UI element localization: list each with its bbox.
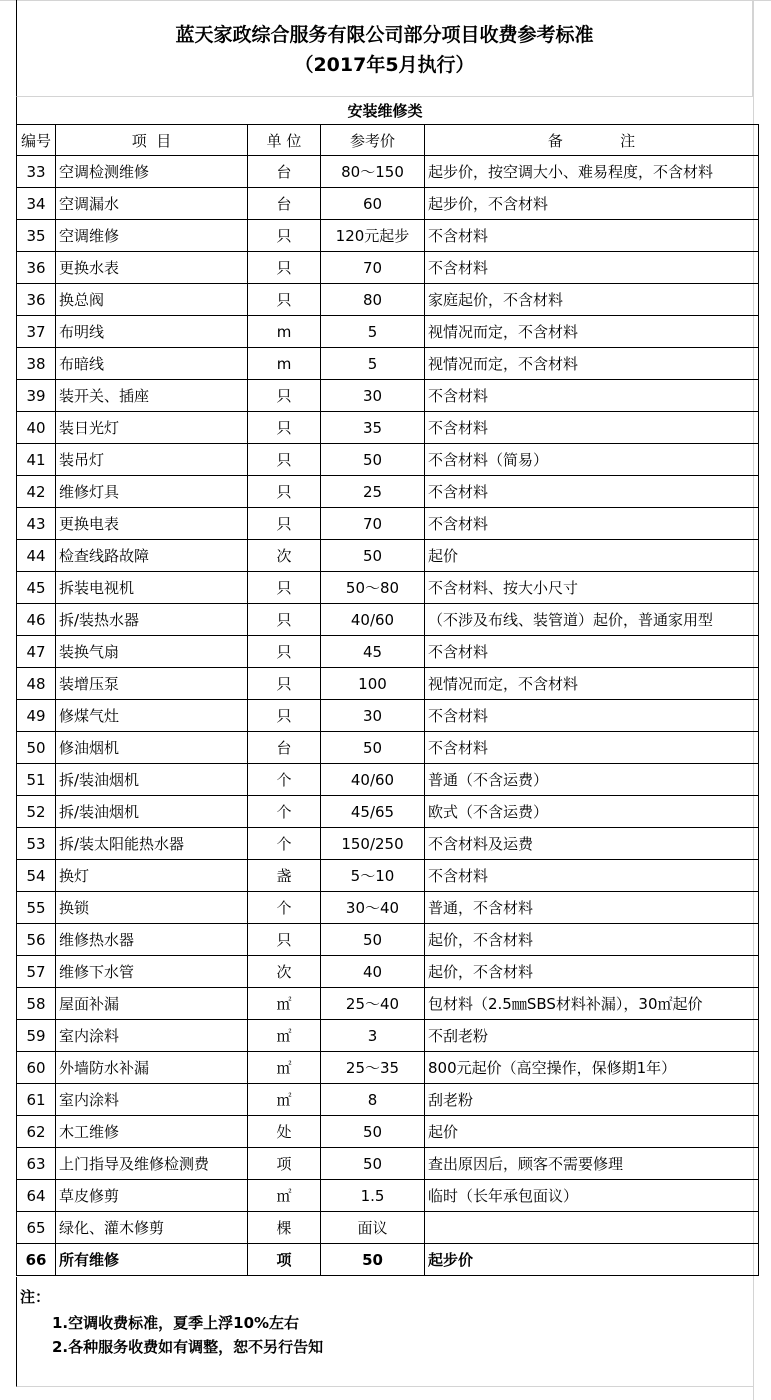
cell-note: 不含材料: [425, 252, 759, 284]
cell-price: 50: [321, 540, 425, 572]
cell-item: 修煤气灶: [56, 700, 248, 732]
cell-item: 维修热水器: [56, 924, 248, 956]
cell-price: 50～80: [321, 572, 425, 604]
cell-num: 34: [17, 188, 56, 220]
table-row: [17, 572, 759, 604]
table-row: [17, 252, 759, 284]
table-row: [17, 220, 759, 252]
cell-note: 欧式（不含运费）: [425, 796, 759, 828]
table-row: [17, 956, 759, 988]
cell-note: 起价，不含材料: [425, 924, 759, 956]
cell-num: 45: [17, 572, 56, 604]
table-row: [17, 188, 759, 220]
cell-note: 起步价，按空调大小、难易程度，不含材料: [425, 156, 759, 188]
cell-price: 面议: [321, 1212, 425, 1244]
cell-price: 25～40: [321, 988, 425, 1020]
cell-price: 50: [321, 1116, 425, 1148]
cell-num: 59: [17, 1020, 56, 1052]
cell-num: 40: [17, 412, 56, 444]
cell-unit: ㎡: [248, 1052, 321, 1084]
cell-note: 普通，不含材料: [425, 892, 759, 924]
table-row: [17, 764, 759, 796]
cell-item: 木工维修: [56, 1116, 248, 1148]
cell-price: 30: [321, 700, 425, 732]
cell-item: 绿化、灌木修剪: [56, 1212, 248, 1244]
cell-unit: 只: [248, 220, 321, 252]
cell-item: 布暗线: [56, 348, 248, 380]
table-row: [17, 1084, 759, 1116]
page-subtitle: （2017年5月执行）: [294, 54, 475, 76]
table-row: [17, 412, 759, 444]
table-row: [17, 668, 759, 700]
cell-num: 42: [17, 476, 56, 508]
cell-price: 50: [321, 444, 425, 476]
cell-item: 换灯: [56, 860, 248, 892]
cell-item: 空调漏水: [56, 188, 248, 220]
cell-num: 44: [17, 540, 56, 572]
cell-num: 38: [17, 348, 56, 380]
cell-note: 不含材料、按大小尺寸: [425, 572, 759, 604]
cell-price: 50: [321, 1148, 425, 1180]
cell-note: 家庭起价，不含材料: [425, 284, 759, 316]
cell-item: 换锁: [56, 892, 248, 924]
cell-unit: 只: [248, 412, 321, 444]
cell-unit: 个: [248, 764, 321, 796]
cell-unit: 只: [248, 284, 321, 316]
cell-unit: 次: [248, 956, 321, 988]
cell-price: 45: [321, 636, 425, 668]
cell-unit: 只: [248, 252, 321, 284]
table-row: [17, 316, 759, 348]
cell-unit: 台: [248, 732, 321, 764]
cell-unit: 个: [248, 796, 321, 828]
cell-note: 临时（长年承包面议）: [425, 1180, 759, 1212]
cell-price: 50: [321, 924, 425, 956]
title-cell: [16, 0, 753, 96]
cell-unit: 只: [248, 572, 321, 604]
cell-num: 39: [17, 380, 56, 412]
cell-num: 66: [17, 1244, 56, 1276]
cell-note: 视情况而定，不含材料: [425, 668, 759, 700]
table-row: [17, 732, 759, 764]
cell-item: 装增压泵: [56, 668, 248, 700]
cell-note: 不含材料: [425, 636, 759, 668]
table-row: [17, 156, 759, 188]
cell-note: 普通（不含运费）: [425, 764, 759, 796]
cell-price: 25: [321, 476, 425, 508]
table-row: [17, 1052, 759, 1084]
cell-num: 53: [17, 828, 56, 860]
cell-unit: 只: [248, 508, 321, 540]
cell-num: 41: [17, 444, 56, 476]
cell-item: 检查线路故障: [56, 540, 248, 572]
cell-note: 视情况而定，不含材料: [425, 316, 759, 348]
table-row: [17, 284, 759, 316]
table-row: [17, 860, 759, 892]
cell-price: 70: [321, 508, 425, 540]
cell-num: 55: [17, 892, 56, 924]
cell-note: 不含材料: [425, 700, 759, 732]
cell-price: 40: [321, 956, 425, 988]
cell-price: 3: [321, 1020, 425, 1052]
cell-price: 35: [321, 412, 425, 444]
cell-item: 上门指导及维修检测费: [56, 1148, 248, 1180]
cell-price: 5～10: [321, 860, 425, 892]
cell-price: 60: [321, 188, 425, 220]
cell-price: 45/65: [321, 796, 425, 828]
cell-unit: 只: [248, 700, 321, 732]
cell-note: 起步价，不含材料: [425, 188, 759, 220]
cell-num: 65: [17, 1212, 56, 1244]
cell-num: 61: [17, 1084, 56, 1116]
cell-num: 37: [17, 316, 56, 348]
table-row: [17, 1020, 759, 1052]
cell-item: 装日光灯: [56, 412, 248, 444]
cell-item: 布明线: [56, 316, 248, 348]
cell-item: 拆/装太阳能热水器: [56, 828, 248, 860]
cell-item: 所有维修: [56, 1244, 248, 1276]
cell-note: 不含材料: [425, 476, 759, 508]
cell-note: 刮老粉: [425, 1084, 759, 1116]
cell-unit: 个: [248, 892, 321, 924]
table-row: [17, 636, 759, 668]
table-row: [17, 444, 759, 476]
cell-item: 维修灯具: [56, 476, 248, 508]
table-row: [17, 380, 759, 412]
cell-unit: 个: [248, 828, 321, 860]
cell-price: 1.5: [321, 1180, 425, 1212]
cell-note: 视情况而定，不含材料: [425, 348, 759, 380]
table-row: [17, 1116, 759, 1148]
cell-unit: ㎡: [248, 1020, 321, 1052]
cell-unit: ㎡: [248, 1180, 321, 1212]
cell-note: 不刮老粉: [425, 1020, 759, 1052]
cell-unit: 盏: [248, 860, 321, 892]
cell-price: 80～150: [321, 156, 425, 188]
cell-num: 63: [17, 1148, 56, 1180]
cell-note: 不含材料及运费: [425, 828, 759, 860]
cell-item: 拆/装热水器: [56, 604, 248, 636]
cell-item: 外墙防水补漏: [56, 1052, 248, 1084]
cell-price: 40/60: [321, 764, 425, 796]
cell-price: 30: [321, 380, 425, 412]
cell-note: 800元起价（高空操作，保修期1年）: [425, 1052, 759, 1084]
cell-item: 室内涂料: [56, 1084, 248, 1116]
cell-unit: 只: [248, 636, 321, 668]
col-header-unit: 单 位: [248, 125, 321, 156]
header-row: [17, 125, 759, 156]
cell-num: 50: [17, 732, 56, 764]
cell-num: 58: [17, 988, 56, 1020]
cell-unit: 只: [248, 380, 321, 412]
cell-unit: 只: [248, 668, 321, 700]
cell-note: 起价: [425, 1116, 759, 1148]
cell-num: 49: [17, 700, 56, 732]
cell-num: 46: [17, 604, 56, 636]
cell-note: 起步价: [425, 1244, 759, 1276]
table-row: [17, 1244, 759, 1276]
cell-price: 150/250: [321, 828, 425, 860]
cell-price: 50: [321, 1244, 425, 1276]
cell-item: 维修下水管: [56, 956, 248, 988]
col-header-note: 备 注: [425, 125, 759, 156]
cell-item: 拆装电视机: [56, 572, 248, 604]
page-title: 蓝天家政综合服务有限公司部分项目收费参考标准: [175, 24, 594, 46]
table-row: [17, 988, 759, 1020]
cell-unit: 处: [248, 1116, 321, 1148]
cell-unit: 次: [248, 540, 321, 572]
cell-item: 装吊灯: [56, 444, 248, 476]
col-header-item: 项 目: [56, 125, 248, 156]
cell-item: 草皮修剪: [56, 1180, 248, 1212]
cell-num: 48: [17, 668, 56, 700]
cell-unit: ㎡: [248, 1084, 321, 1116]
cell-num: 60: [17, 1052, 56, 1084]
cell-item: 拆/装油烟机: [56, 764, 248, 796]
note-line-1: 1.空调收费标准，夏季上浮10%左右: [52, 1314, 300, 1332]
cell-price: 25～35: [321, 1052, 425, 1084]
cell-num: 57: [17, 956, 56, 988]
cell-note: 起价: [425, 540, 759, 572]
price-table: [16, 124, 759, 1276]
cell-unit: 项: [248, 1148, 321, 1180]
cell-unit: 只: [248, 476, 321, 508]
table-body: [17, 156, 759, 1276]
cell-unit: 项: [248, 1244, 321, 1276]
cell-note: 不含材料: [425, 508, 759, 540]
cell-num: 56: [17, 924, 56, 956]
table-row: [17, 540, 759, 572]
table-row: [17, 476, 759, 508]
cell-item: 室内涂料: [56, 1020, 248, 1052]
note-line-2: 2.各种服务收费如有调整，恕不另行告知: [52, 1338, 324, 1356]
table-row: [17, 892, 759, 924]
cell-price: 120元起步: [321, 220, 425, 252]
cell-item: 更换电表: [56, 508, 248, 540]
table-row: [17, 508, 759, 540]
table-row: [17, 700, 759, 732]
table-row: [17, 1180, 759, 1212]
table-row: [17, 828, 759, 860]
section-title: 安装维修类: [16, 96, 753, 124]
cell-num: 62: [17, 1116, 56, 1148]
table-row: [17, 1148, 759, 1180]
cell-num: 64: [17, 1180, 56, 1212]
cell-item: 装开关、插座: [56, 380, 248, 412]
cell-note: 起价，不含材料: [425, 956, 759, 988]
cell-unit: 台: [248, 156, 321, 188]
cell-item: 修油烟机: [56, 732, 248, 764]
cell-unit: m: [248, 316, 321, 348]
cell-item: 换总阀: [56, 284, 248, 316]
notes-label: 注：: [20, 1288, 51, 1306]
cell-item: 更换水表: [56, 252, 248, 284]
cell-note: （不涉及布线、装管道）起价，普通家用型: [425, 604, 759, 636]
cell-num: 54: [17, 860, 56, 892]
cell-unit: m: [248, 348, 321, 380]
cell-note: 不含材料: [425, 380, 759, 412]
cell-unit: 只: [248, 924, 321, 956]
cell-num: 36: [17, 284, 56, 316]
cell-item: 装换气扇: [56, 636, 248, 668]
cell-unit: 只: [248, 444, 321, 476]
table-row: [17, 1212, 759, 1244]
cell-unit: 棵: [248, 1212, 321, 1244]
cell-note: 包材料（2.5㎜SBS材料补漏），30㎡起价: [425, 988, 759, 1020]
cell-num: 52: [17, 796, 56, 828]
cell-price: 70: [321, 252, 425, 284]
cell-num: 51: [17, 764, 56, 796]
cell-note: 不含材料: [425, 732, 759, 764]
cell-price: 50: [321, 732, 425, 764]
cell-price: 8: [321, 1084, 425, 1116]
cell-item: 空调检测维修: [56, 156, 248, 188]
cell-note: 不含材料: [425, 860, 759, 892]
table-row: [17, 796, 759, 828]
cell-price: 80: [321, 284, 425, 316]
table-row: [17, 604, 759, 636]
cell-note: 不含材料: [425, 220, 759, 252]
cell-note: [425, 1212, 759, 1244]
cell-price: 100: [321, 668, 425, 700]
cell-unit: 只: [248, 604, 321, 636]
cell-num: 35: [17, 220, 56, 252]
table-row: [17, 924, 759, 956]
cell-price: 30～40: [321, 892, 425, 924]
cell-price: 40/60: [321, 604, 425, 636]
table-row: [17, 348, 759, 380]
col-header-num: 编号: [17, 125, 56, 156]
cell-item: 拆/装油烟机: [56, 796, 248, 828]
cell-note: 不含材料（简易）: [425, 444, 759, 476]
cell-price: 5: [321, 348, 425, 380]
cell-unit: ㎡: [248, 988, 321, 1020]
cell-item: 空调维修: [56, 220, 248, 252]
cell-item: 屋面补漏: [56, 988, 248, 1020]
cell-num: 33: [17, 156, 56, 188]
col-header-price: 参考价: [321, 125, 425, 156]
cell-num: 47: [17, 636, 56, 668]
cell-note: 查出原因后，顾客不需要修理: [425, 1148, 759, 1180]
cell-note: 不含材料: [425, 412, 759, 444]
cell-num: 36: [17, 252, 56, 284]
cell-unit: 台: [248, 188, 321, 220]
cell-num: 43: [17, 508, 56, 540]
cell-price: 5: [321, 316, 425, 348]
